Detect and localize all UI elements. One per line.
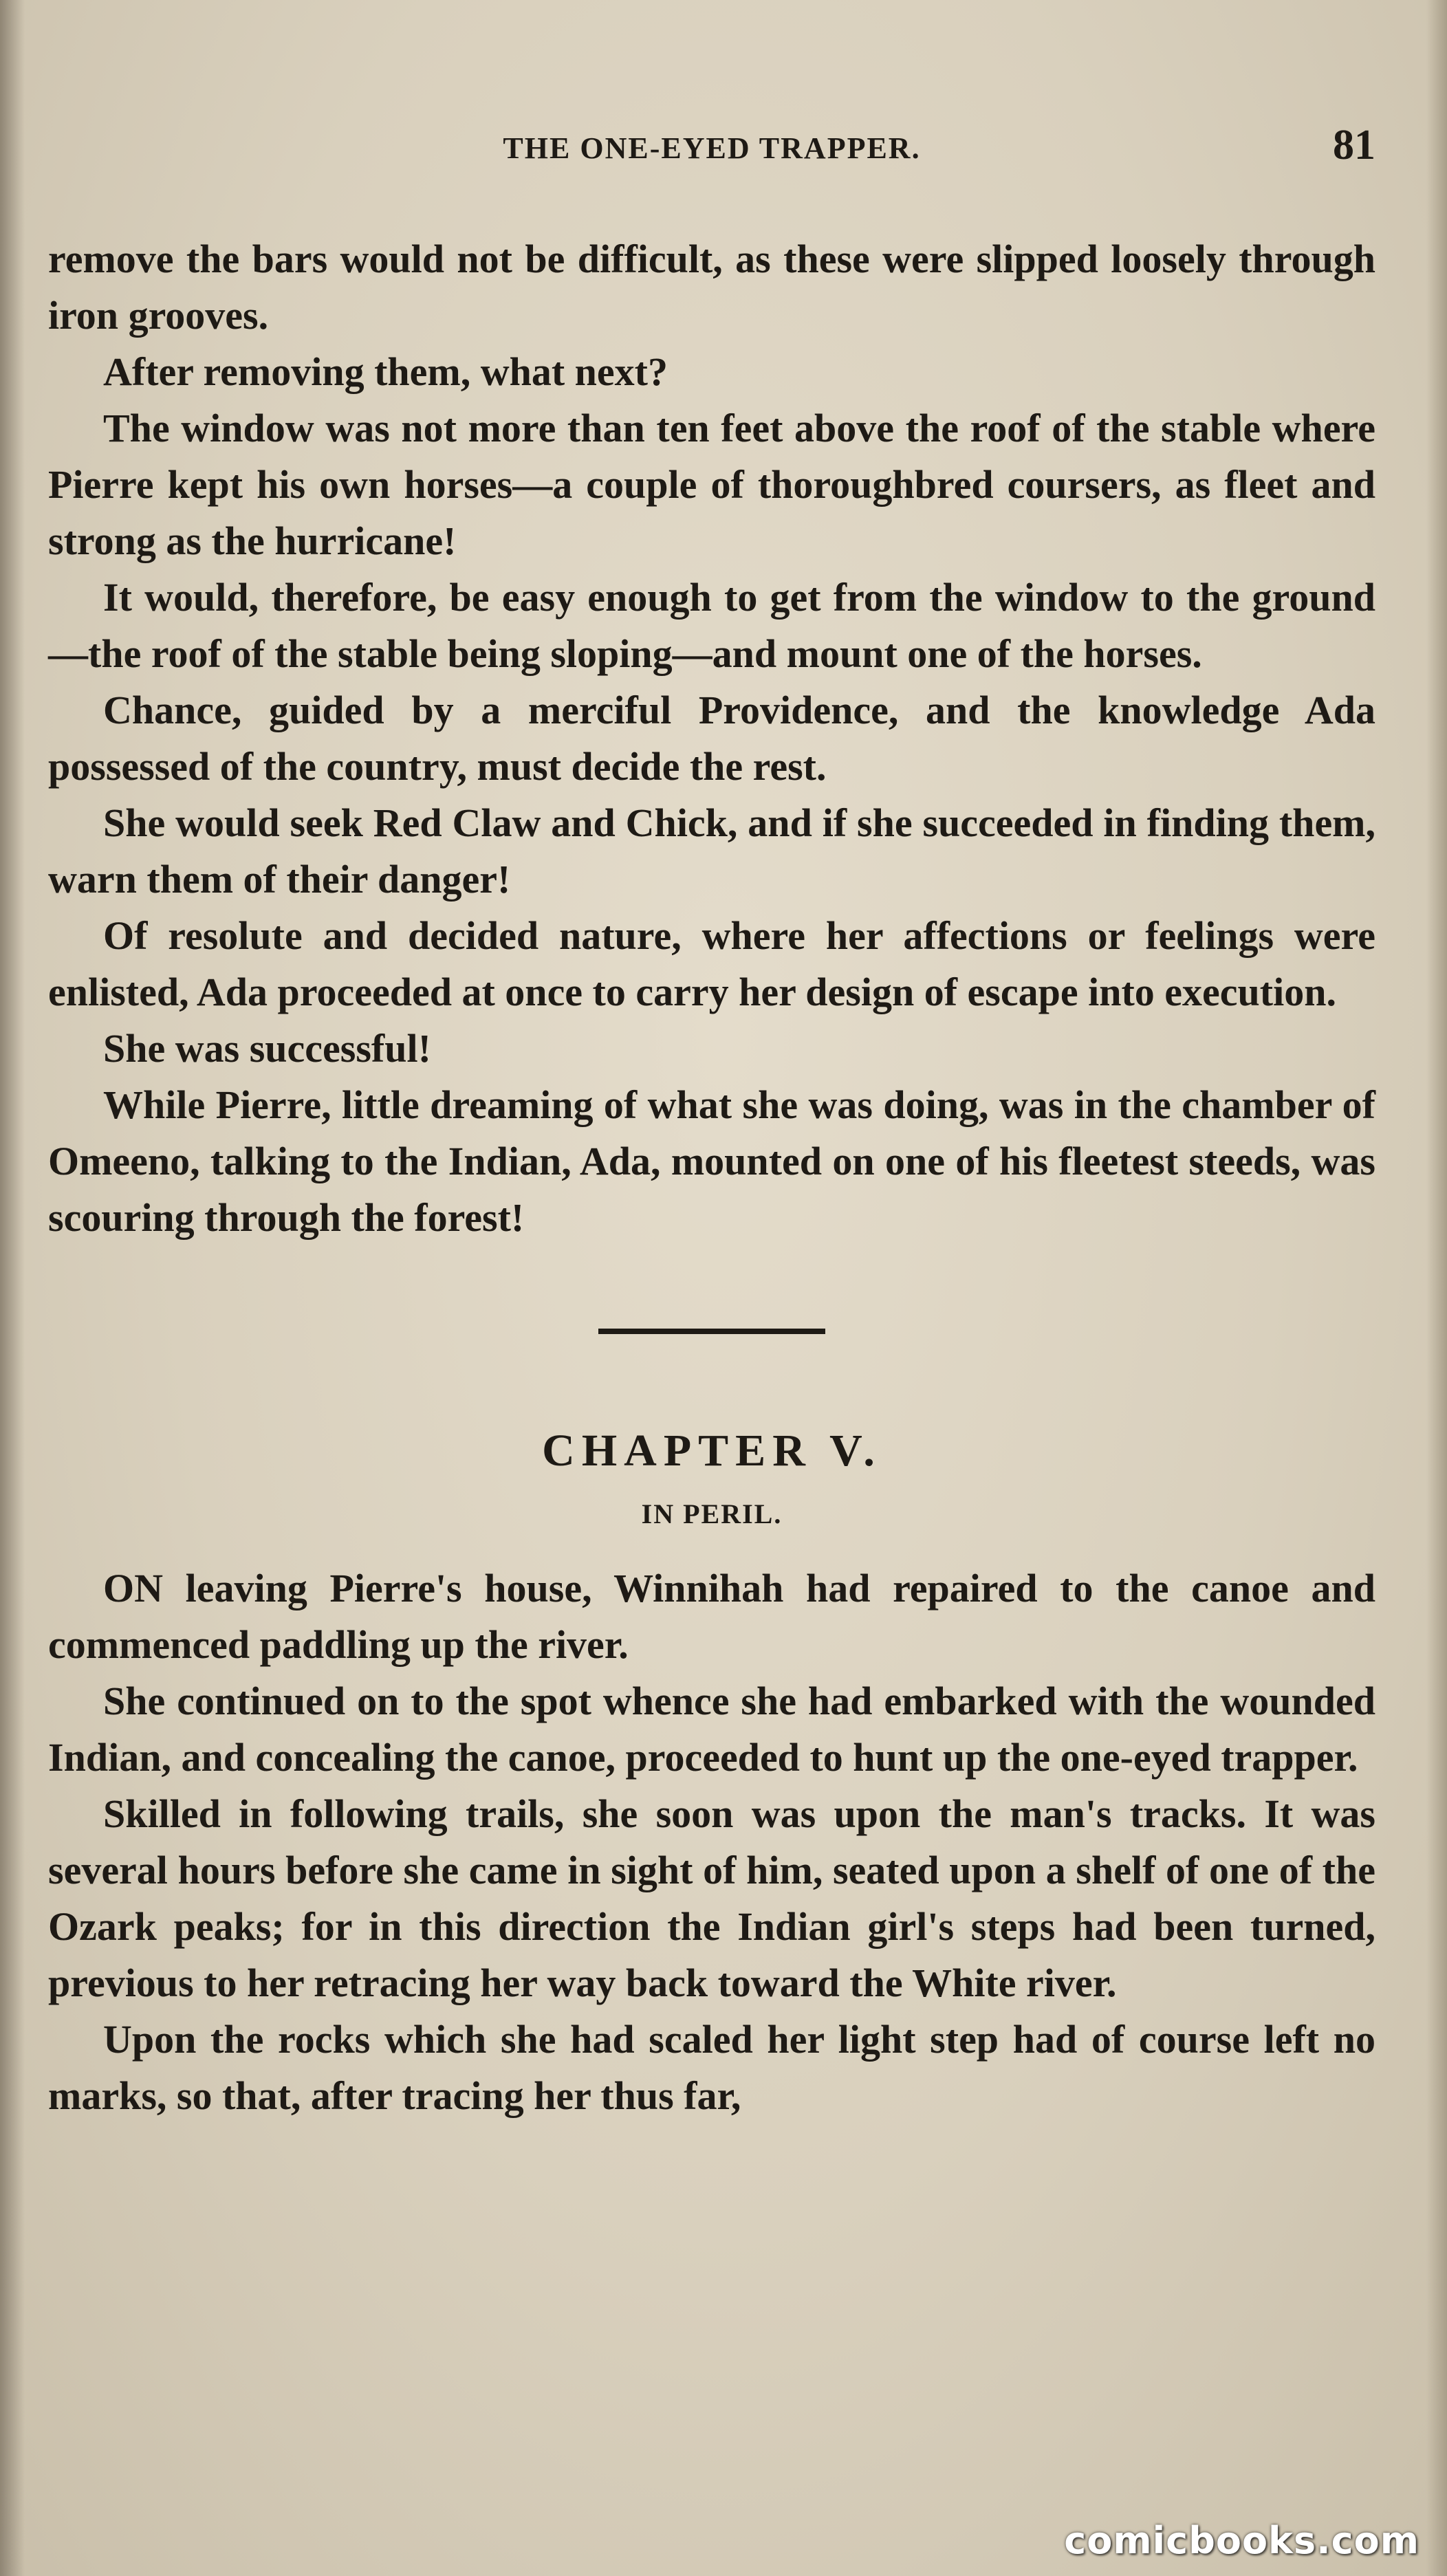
paragraph: While Pierre, little dreaming of what she was doing, was in the chamber of Omeeno, talking to the Indian, Ada, mounted on one of his fleetest steeds, was scouring through the forest!: [48, 1082, 1375, 1240]
paragraph: It would, therefore, be easy enough to get from the window to the ground—the roof of the stable being sloping—and mount one of the horses.: [48, 575, 1375, 676]
paragraph: Skilled in following trails, she soon was upon the man's tracks. It was several hours before she came in sight of him, seated upon a shelf of one of the Ozark peaks; for in this direction the Indian girl's steps had been turned, previous to her retracing her way back toward the White river.: [48, 1791, 1375, 2005]
paragraph: She was successful!: [103, 1026, 431, 1071]
body-text: [48, 231, 1375, 2124]
running-title: THE ONE-EYED TRAPPER.: [503, 131, 921, 165]
page-number: 81: [1333, 122, 1375, 168]
paragraph: After removing them, what next?: [103, 349, 668, 394]
chapter-subtitle: IN PERIL.: [641, 1498, 783, 1529]
section-divider-rule: [598, 1329, 825, 1334]
paragraph: Chance, guided by a merciful Providence, and the knowledge Ada possessed of the country, must decide the rest.: [48, 688, 1375, 789]
paragraph: The window was not more than ten feet above the roof of the stable where Pierre kept his own horses—a couple of thoroughbred coursers, as fleet and strong as the hurricane!: [48, 406, 1375, 563]
paragraph: Upon the rocks which she had scaled her light step had of course left no marks, so that, after tracing her thus far,: [48, 2017, 1375, 2118]
chapter-title: CHAPTER V.: [542, 1426, 882, 1476]
page-header: [48, 121, 1375, 176]
paragraph: Of resolute and decided nature, where her affections or feelings were enlisted, Ada proceeded at once to carry her design of escape into execution.: [48, 913, 1375, 1014]
watermark: comicbooks.com: [1064, 2519, 1419, 2562]
paragraph: She continued on to the spot whence she had embarked with the wounded Indian, and concealing the canoe, proceeded to hunt up the one-eyed trapper.: [48, 1679, 1375, 1780]
paragraph: remove the bars would not be difficult, as these were slipped loosely through iron grooves.: [48, 237, 1375, 338]
paragraph: ON leaving Pierre's house, Winnihah had repaired to the canoe and commenced paddling up the river.: [48, 1566, 1375, 1667]
paragraph: She would seek Red Claw and Chick, and if she succeeded in finding them, warn them of their danger!: [48, 800, 1375, 902]
